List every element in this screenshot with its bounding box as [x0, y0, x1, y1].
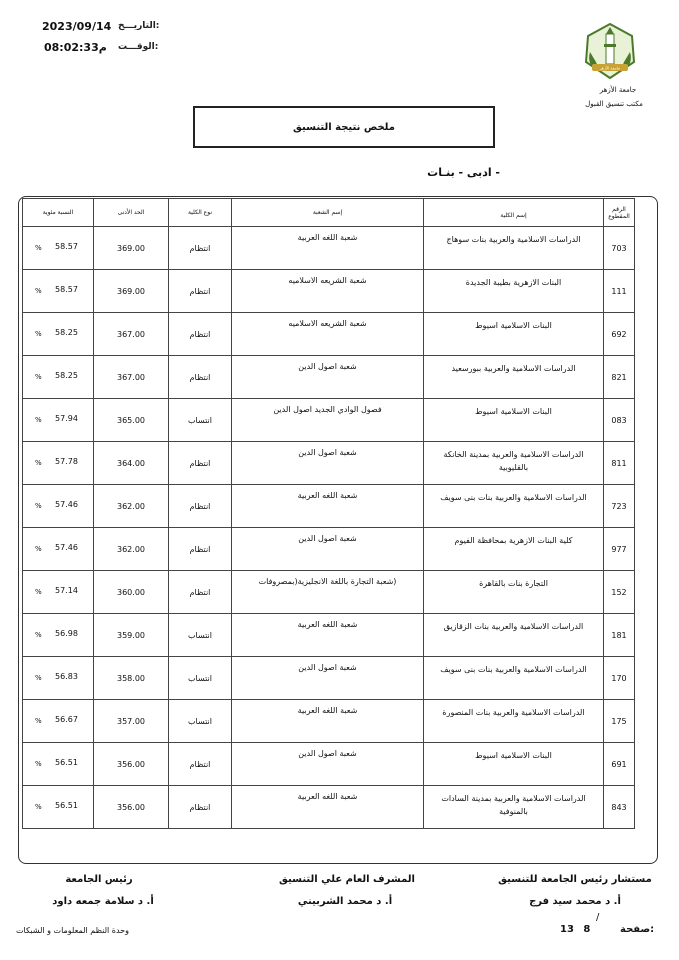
pct-sign: % — [35, 717, 42, 725]
cell-code: 843 — [604, 786, 635, 829]
cell-code: 175 — [604, 700, 635, 743]
cell-min: 367.00 — [94, 356, 169, 399]
pct-sign: % — [35, 330, 42, 338]
time-value: 08:02:33م — [44, 41, 107, 54]
pct-value: 57.46 — [55, 500, 78, 509]
cell-college: التجارة بنات بالقاهرة — [424, 571, 604, 614]
cell-pct — [23, 356, 94, 399]
cell-college: كلية البنات الازهرية بمحافظة الفيوم — [424, 528, 604, 571]
pct-sign: % — [35, 502, 42, 510]
cell-min: 356.00 — [94, 743, 169, 786]
table-row — [23, 356, 635, 399]
cell-branch: شعبة اصول الدين — [232, 528, 424, 571]
cell-college: الدراسات الاسلامية والعربية بنات الزقازيق — [424, 614, 604, 657]
table-row — [23, 657, 635, 700]
cell-branch: شعبة اللغه العربية — [232, 227, 424, 270]
cell-pct — [23, 442, 94, 485]
cell-college: الدراسات الاسلامية والعربية بنات بنى سويف — [424, 657, 604, 700]
cell-branch: شعبة اللغه العربية — [232, 614, 424, 657]
date-label: التاريـــخ: — [118, 21, 160, 31]
svg-text:جامعة الأزهر: جامعة الأزهر — [599, 65, 621, 71]
table-row — [23, 786, 635, 829]
page-current: 8 — [583, 924, 591, 935]
cell-pct — [23, 657, 94, 700]
cell-type: انتساب — [169, 399, 232, 442]
cell-type: انتظام — [169, 356, 232, 399]
cell-type: انتظام — [169, 227, 232, 270]
cell-college: البنات الازهرية بطيبة الجديدة — [424, 270, 604, 313]
report-title: ملخص نتيجة التنسيق — [193, 106, 495, 148]
cell-type: انتساب — [169, 657, 232, 700]
cell-type: انتظام — [169, 786, 232, 829]
cell-type: انتظام — [169, 313, 232, 356]
pct-sign: % — [35, 631, 42, 639]
pct-sign: % — [35, 760, 42, 768]
cell-min: 357.00 — [94, 700, 169, 743]
president-name: أ. د سلامة جمعه داود — [52, 896, 154, 907]
table-row — [23, 528, 635, 571]
pct-sign: % — [35, 459, 42, 467]
cell-pct — [23, 270, 94, 313]
cell-min: 359.00 — [94, 614, 169, 657]
table-header-row — [23, 199, 635, 227]
header-pct: النسبة مئوية — [23, 199, 94, 227]
president-title: رئيس الجامعة — [65, 874, 133, 885]
table-row — [23, 571, 635, 614]
cell-college: الدراسات الاسلامية والعربية بنات سوهاج — [424, 227, 604, 270]
cell-pct — [23, 227, 94, 270]
pct-sign: % — [35, 545, 42, 553]
pct-value: 58.25 — [55, 328, 78, 337]
cell-type: انتساب — [169, 700, 232, 743]
cell-code: 977 — [604, 528, 635, 571]
results-table — [22, 198, 635, 829]
pct-sign: % — [35, 416, 42, 424]
pct-sign: % — [35, 244, 42, 252]
header-branch: إسم الشعبة — [232, 199, 424, 227]
cell-pct — [23, 786, 94, 829]
pct-value: 56.51 — [55, 801, 78, 810]
table-row — [23, 270, 635, 313]
table-row — [23, 442, 635, 485]
cell-pct — [23, 700, 94, 743]
cell-college: البنات الاسلامية اسيوط — [424, 313, 604, 356]
cell-min: 364.00 — [94, 442, 169, 485]
cell-college: البنات الاسلامية اسيوط — [424, 743, 604, 786]
pct-value: 57.94 — [55, 414, 78, 423]
cell-branch: (شعبة التجارة باللغة الانجليزية(بمصروفات — [232, 571, 424, 614]
table-row — [23, 399, 635, 442]
cell-branch: شعبة الشريعه الاسلاميه — [232, 313, 424, 356]
pct-value: 56.51 — [55, 758, 78, 767]
cell-branch: فصول الوادي الجديد اصول الدين — [232, 399, 424, 442]
cell-branch: شعبة اصول الدين — [232, 657, 424, 700]
pct-value: 56.83 — [55, 672, 78, 681]
table-row — [23, 485, 635, 528]
cell-branch: شعبة اصول الدين — [232, 356, 424, 399]
table-row — [23, 700, 635, 743]
cell-code: 691 — [604, 743, 635, 786]
cell-code: 692 — [604, 313, 635, 356]
cell-code: 083 — [604, 399, 635, 442]
cell-branch: شعبة اصول الدين — [232, 743, 424, 786]
header-type: نوع الكلية — [169, 199, 232, 227]
pct-value: 57.78 — [55, 457, 78, 466]
cell-college: الدراسات الاسلامية والعربية بنات بنى سويف — [424, 485, 604, 528]
cell-min: 362.00 — [94, 485, 169, 528]
cell-pct — [23, 528, 94, 571]
cell-college: البنات الاسلامية اسيوط — [424, 399, 604, 442]
cell-code: 723 — [604, 485, 635, 528]
cell-pct — [23, 313, 94, 356]
cell-code: 181 — [604, 614, 635, 657]
cell-branch: شعبة اللغه العربية — [232, 786, 424, 829]
cell-branch: شعبة اللغه العربية — [232, 485, 424, 528]
pct-sign: % — [35, 803, 42, 811]
table-row — [23, 227, 635, 270]
page-label: صفحة: — [620, 924, 655, 935]
cell-min: 367.00 — [94, 313, 169, 356]
advisor-title: مستشار رئيس الجامعة للتنسيق — [498, 874, 652, 885]
time-label: الوقـــت: — [118, 42, 159, 52]
page-slash: / — [596, 912, 600, 923]
cell-type: انتظام — [169, 528, 232, 571]
pct-value: 58.57 — [55, 285, 78, 294]
cell-college: الدراسات الاسلامية والعربية بمدينة الخانكة بالقليوبية — [424, 442, 604, 485]
cell-code: 703 — [604, 227, 635, 270]
cell-code: 111 — [604, 270, 635, 313]
cell-min: 369.00 — [94, 270, 169, 313]
cell-code: 152 — [604, 571, 635, 614]
footer-unit: وحدة النظم المعلومات و الشبكات — [16, 926, 129, 935]
cell-branch: شعبة اللغه العربية — [232, 700, 424, 743]
page-total: 13 — [560, 924, 574, 935]
cell-pct — [23, 485, 94, 528]
page-numbers — [560, 924, 590, 935]
cell-code: 811 — [604, 442, 635, 485]
supervisor-name: أ. د محمد الشربيني — [297, 896, 393, 907]
report-subtitle: - ادبى - بنـات — [427, 166, 500, 179]
pct-sign: % — [35, 373, 42, 381]
header-college: إسم الكلية — [424, 199, 604, 227]
cell-min: 369.00 — [94, 227, 169, 270]
cell-min: 365.00 — [94, 399, 169, 442]
pct-sign: % — [35, 674, 42, 682]
cell-college: الدراسات الاسلامية والعربية ببورسعيد — [424, 356, 604, 399]
pct-value: 58.57 — [55, 242, 78, 251]
cell-type: انتظام — [169, 270, 232, 313]
cell-college: الدراسات الاسلامية والعربية بنات المنصورة — [424, 700, 604, 743]
cell-min: 356.00 — [94, 786, 169, 829]
cell-pct — [23, 743, 94, 786]
table-row — [23, 614, 635, 657]
pct-value: 58.25 — [55, 371, 78, 380]
table-row — [23, 743, 635, 786]
cell-type: انتظام — [169, 485, 232, 528]
cell-type: انتظام — [169, 743, 232, 786]
cell-pct — [23, 571, 94, 614]
cell-type: انتظام — [169, 442, 232, 485]
date-value: 2023/09/14 — [42, 20, 112, 33]
cell-code: 821 — [604, 356, 635, 399]
cell-min: 362.00 — [94, 528, 169, 571]
supervisor-title: المشرف العام علي التنسيق — [279, 874, 415, 885]
cell-pct — [23, 399, 94, 442]
cell-branch: شعبة اصول الدين — [232, 442, 424, 485]
cell-min: 358.00 — [94, 657, 169, 700]
university-logo — [582, 22, 638, 82]
pct-value: 57.46 — [55, 543, 78, 552]
table-row — [23, 313, 635, 356]
university-name: جامعة الأزهر — [599, 86, 637, 94]
office-name: مكتب تنسيق القبول — [585, 100, 643, 108]
pct-value: 57.14 — [55, 586, 78, 595]
pct-value: 56.67 — [55, 715, 78, 724]
cell-college: الدراسات الاسلامية والعربية بمدينة السادات بالمنوفية — [424, 786, 604, 829]
header-min: الحد الأدنى — [94, 199, 169, 227]
cell-min: 360.00 — [94, 571, 169, 614]
pct-sign: % — [35, 287, 42, 295]
cell-pct — [23, 614, 94, 657]
cell-type: انتساب — [169, 614, 232, 657]
advisor-name: أ. د محمد سيد فرج — [529, 896, 621, 907]
cell-branch: شعبة الشريعه الاسلاميه — [232, 270, 424, 313]
pct-sign: % — [35, 588, 42, 596]
pct-value: 56.98 — [55, 629, 78, 638]
cell-type: انتظام — [169, 571, 232, 614]
header-code: الرقم المقطوع — [604, 199, 635, 227]
cell-code: 170 — [604, 657, 635, 700]
